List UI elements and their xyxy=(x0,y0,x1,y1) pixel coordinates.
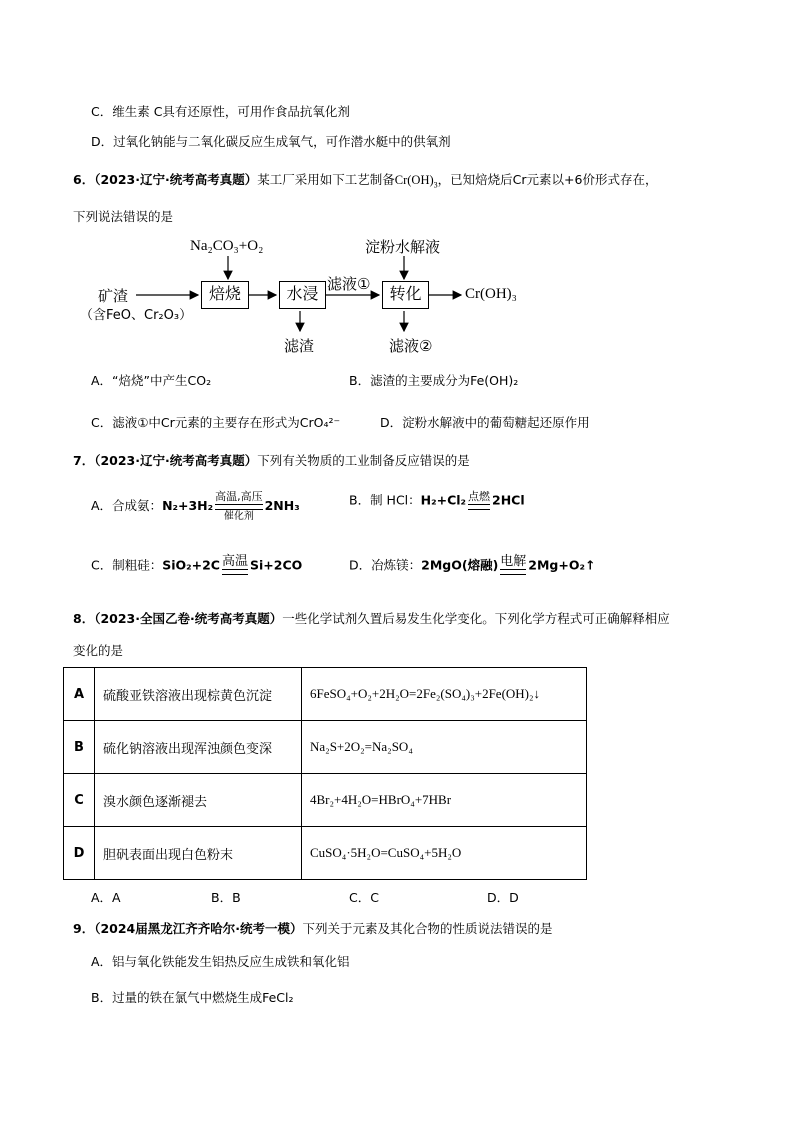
equals-sign xyxy=(222,569,248,575)
q7-option-a xyxy=(91,491,300,522)
flow-residue: 滤渣 xyxy=(284,337,315,355)
q7-option-c xyxy=(91,556,302,576)
q7-b-label: B．制 HCl： xyxy=(349,492,421,508)
q6-source: （2023·辽宁·统考高考真题） xyxy=(94,172,258,187)
q7-stem-text: 下列有关物质的工业制备反应错误的是 xyxy=(257,453,470,468)
q7-b-left: H₂+Cl₂ xyxy=(420,492,466,508)
row-equation: CuSO₄·5H₂O=CuSO₄+5H₂O xyxy=(302,827,587,880)
q9-option-a: A．铝与氧化铁能发生铝热反应生成铁和氧化铝 xyxy=(91,954,350,969)
q7-b-condition xyxy=(468,491,490,511)
flow-input-top: Na₂CO₃+O₂ xyxy=(190,238,264,254)
q7-b-right: 2HCl xyxy=(492,492,525,508)
table-row xyxy=(64,668,587,721)
q6-stem-rest: ，已知焙烧后Cr元素以+6价形式存在， xyxy=(437,172,658,187)
q7-c-label: C．制粗硅： xyxy=(91,557,163,573)
flow-box-convert: 转化 xyxy=(382,281,429,309)
flow-filtrate1: 滤液① xyxy=(327,275,371,293)
q7-c-top: 高温 xyxy=(221,554,248,569)
q7-a-right: 2NH₃ xyxy=(264,498,300,513)
q7-d-top: 电解 xyxy=(500,554,527,569)
row-phenomenon: 胆矾表面出现白色粉末 xyxy=(95,827,302,880)
q6-option-c: C．滤液①中Cr元素的主要存在形式为CrO₄²⁻ xyxy=(91,415,341,430)
q7-number: 7． xyxy=(73,453,95,468)
q7-option-d xyxy=(349,556,595,576)
equals-sign xyxy=(468,504,490,510)
table-row xyxy=(64,827,587,880)
row-label: D xyxy=(64,827,95,880)
q8-option-c: C．C xyxy=(349,890,379,905)
q6-option-d: D．淀粉水解液中的葡萄糖起还原作用 xyxy=(380,415,590,430)
q6-stem-text: 某工厂采用如下工艺制备 xyxy=(257,172,395,187)
flow-ore: 矿渣 xyxy=(98,287,129,305)
q9-stem-text: 下列关于元素及其化合物的性质说法错误的是 xyxy=(302,921,553,936)
equals-sign xyxy=(500,569,526,575)
q7-c-right: Si+2CO xyxy=(249,557,303,573)
row-equation: 6FeSO₄+O₂+2H₂O=2Fe₂(SO₄)₃+2Fe(OH)₂↓ xyxy=(302,668,587,721)
q7-a-condition xyxy=(215,491,263,522)
q9-source: （2024届黑龙江齐齐哈尔·统考一模） xyxy=(94,921,303,936)
row-phenomenon: 硫化钠溶液出现浑浊颜色变深 xyxy=(95,721,302,774)
flow-reagent: 淀粉水解液 xyxy=(365,238,441,256)
q7-a-left: N₂+3H₂ xyxy=(162,498,214,513)
q8-option-b: B．B xyxy=(211,890,241,905)
q6-stem-line2: 下列说法错误的是 xyxy=(73,209,174,224)
q6-number: 6． xyxy=(73,172,95,187)
reversible-arrow xyxy=(215,504,263,510)
q8-table xyxy=(63,667,587,880)
flow-box-roast: 焙烧 xyxy=(201,281,249,309)
q7-c-condition xyxy=(222,556,248,576)
q6-option-a: A．“焙烧”中产生CO₂ xyxy=(91,373,212,388)
q5-option-d: D．过氧化钠能与二氧化碳反应生成氧气，可作潜水艇中的供氧剂 xyxy=(91,134,451,149)
q7-a-top: 高温,高压 xyxy=(215,490,263,503)
q6-stem-formula: Cr(OH) xyxy=(394,173,434,187)
row-label: B xyxy=(64,721,95,774)
q8-stem-line2: 变化的是 xyxy=(73,643,124,658)
q9-number: 9． xyxy=(73,921,95,936)
flow-ore-note: （含FeO、Cr₂O₃） xyxy=(80,308,193,323)
q7-source: （2023·辽宁·统考高考真题） xyxy=(94,453,258,468)
q7-d-left: 2MgO(熔融) xyxy=(421,557,499,573)
q6-stem-formula-sub: 3 xyxy=(433,180,438,190)
q9-stem xyxy=(73,920,553,938)
q7-c-left: SiO₂+2C xyxy=(162,557,220,573)
q7-d-right: 2Mg+O₂↑ xyxy=(528,557,596,573)
q8-number: 8． xyxy=(73,611,95,626)
flow-product: Cr(OH)₃ xyxy=(465,286,517,302)
row-equation: 4Br₂+4H₂O=HBrO₄+7HBr xyxy=(302,774,587,827)
row-label: A xyxy=(64,668,95,721)
q7-a-bottom: 催化剂 xyxy=(223,511,254,522)
q8-option-d: D．D xyxy=(487,890,519,905)
q7-option-b xyxy=(349,491,525,511)
q8-option-a: A．A xyxy=(91,890,121,905)
row-phenomenon: 溴水颜色逐渐褪去 xyxy=(95,774,302,827)
flow-filtrate2: 滤液② xyxy=(389,337,433,355)
q8-source: （2023·全国乙卷·统考高考真题） xyxy=(94,611,283,626)
flow-box-leach: 水浸 xyxy=(279,281,326,309)
q9-option-b: B．过量的铁在氯气中燃烧生成FeCl₂ xyxy=(91,990,294,1005)
table-row xyxy=(64,774,587,827)
q7-d-condition xyxy=(500,556,526,576)
q8-stem-line1 xyxy=(73,610,670,628)
q6-option-b: B．滤渣的主要成分为Fe(OH)₂ xyxy=(349,373,519,388)
q5-option-c: C．维生素 C具有还原性，可用作食品抗氧化剂 xyxy=(91,104,350,119)
q7-d-label: D．冶炼镁： xyxy=(349,557,422,573)
q8-stem-text: 一些化学试剂久置后易发生化学变化。下列化学方程式可正确解释相应 xyxy=(282,611,670,626)
row-equation: Na₂S+2O₂=Na₂SO₄ xyxy=(302,721,587,774)
table-row xyxy=(64,721,587,774)
q7-b-top: 点燃 xyxy=(468,490,490,503)
row-phenomenon: 硫酸亚铁溶液出现棕黄色沉淀 xyxy=(95,668,302,721)
q7-stem xyxy=(73,452,470,470)
q7-a-label: A．合成氨： xyxy=(91,498,163,513)
row-label: C xyxy=(64,774,95,827)
